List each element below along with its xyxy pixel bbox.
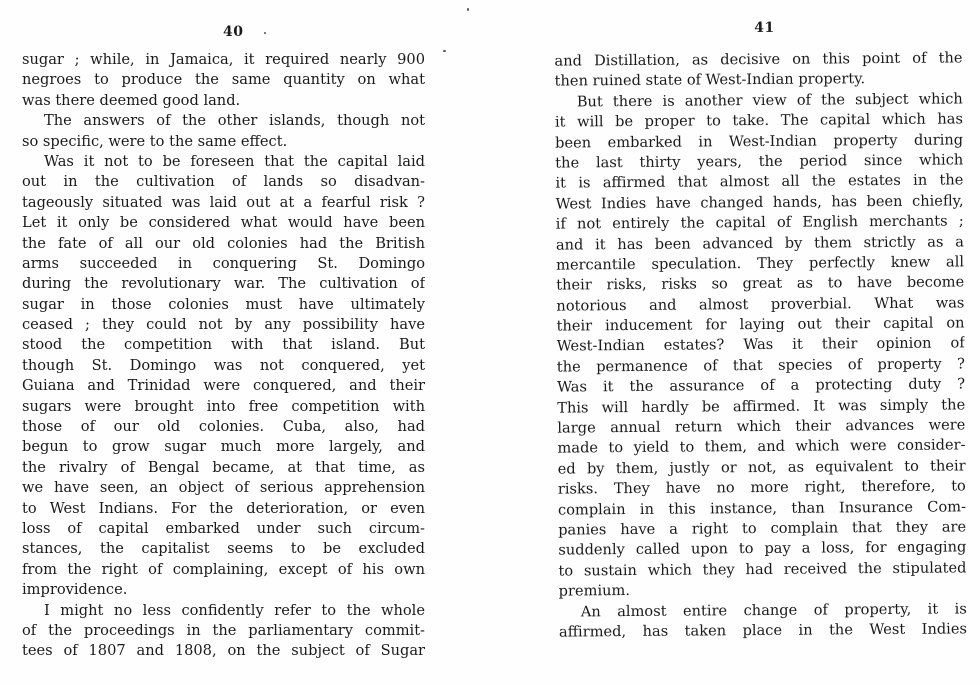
text-line: I might no less confidently refer to the whole [44, 601, 425, 619]
left-page-number: 40 [223, 24, 244, 40]
text-line: made to yield to them, and which were consider- [557, 436, 966, 458]
left-page [22, 0, 425, 684]
text-line: tees of 1807 and 1808, on the subject of Sugar [22, 642, 425, 660]
text-line: Guiana and Trinidad were conquered, and their [22, 377, 425, 395]
ink-speck [467, 8, 469, 11]
text-line: notorious and almost proverbial. What was [556, 294, 965, 315]
text-line: sugar ; while, in Jamaica, it required nearly 900 [22, 51, 425, 68]
text-line: the permanence of that species of property ? [556, 355, 965, 376]
text-line: mercantile speculation. They perfectly knew all [556, 253, 965, 274]
text-line: improvidence. [22, 581, 128, 599]
text-line: during the revolutionary war. The cultivation of [22, 275, 425, 293]
text-line: Was it not to be foreseen that the capital laid [44, 152, 425, 170]
text-line: ceased ; they could not by any possibility have [22, 316, 425, 334]
text-line: loss of capital embarked under such circum- [22, 519, 425, 537]
text-line: then ruined state of West-Indian property. [554, 70, 866, 90]
text-line: West-Indian estates? Was it their opinion of [556, 334, 965, 356]
right-page-number: 41 [754, 19, 775, 37]
text-line: large annual return which their advances were [557, 416, 966, 437]
text-line: tageously situated was laid out at a fearful risk ? [22, 193, 425, 211]
text-line: arms succeeded in conquering St. Domingo [22, 254, 425, 272]
text-line: it is affirmed that almost all the estates in the [555, 171, 964, 192]
text-line: and it has been advanced by them strictly as a [555, 232, 964, 254]
text-line: of the proceedings in the parliamentary commit- [22, 621, 425, 639]
text-line: But there is another view of the subject which [576, 90, 963, 111]
text-line: was there deemed good land. [22, 91, 241, 109]
right-page [554, 0, 967, 686]
text-line: Was it the assurance of a protecting duty ? [556, 375, 966, 396]
text-line: sugar in those colonies must have ultimately [22, 295, 425, 313]
text-line: stances, the capitalist seems to be excluded [22, 540, 425, 558]
text-line: we have seen, an object of serious apprehension [22, 479, 425, 497]
text-line: to West Indians. For the deterioration, or even [22, 499, 425, 517]
left-page-text [22, 50, 425, 662]
text-line: their risks, risks so great as to have become [556, 273, 965, 294]
ink-speck [264, 32, 266, 34]
text-line: sugars were brought into free competition with [22, 397, 425, 415]
text-line: risks. They have no more right, therefore, to [557, 477, 966, 498]
text-line: the fate of all our old colonies had the British [22, 234, 425, 252]
text-line: the last thirty years, the period since which [555, 151, 964, 172]
text-line: their inducement for laying out their capital on [556, 314, 965, 335]
text-line: the rivalry of Bengal became, at that time, as [22, 458, 425, 476]
text-line: though St. Domingo was not conquered, yet [22, 356, 425, 374]
text-line: An almost entire change of property, it is [580, 599, 967, 620]
text-line: This will hardly be affirmed. It was simply the [557, 396, 966, 417]
text-line: premium. [558, 582, 631, 600]
text-line: been embarked in West-Indian property during [555, 130, 964, 152]
text-line: those of our old colonies. Cuba, also, had [22, 418, 425, 436]
text-line: negroes to produce the same quantity on what [22, 71, 425, 89]
text-line: complain in this instance, than Insurance Com- [557, 497, 967, 519]
text-line: it will be proper to take. The capital which has [554, 110, 964, 131]
right-page-text [554, 48, 967, 643]
text-line: West Indies have changed hands, has been chiefly, [555, 192, 964, 213]
text-line: and Distillation, as decisive on this point of the [554, 49, 963, 70]
text-line: to sustain which they had received the stipulated [558, 559, 967, 580]
text-line: if not entirely the capital of English merchants ; [555, 212, 964, 233]
text-line: Let it only be considered what would have been [22, 214, 425, 232]
text-line: panies have a right to complain that they are [558, 518, 967, 539]
text-line: from the right of complaining, except of his own [22, 560, 425, 578]
text-line: affirmed, has taken place in the West Indies [558, 620, 968, 641]
text-line: ed by them, justly or not, as equivalent to their [557, 457, 966, 478]
text-line: begun to grow sugar much more largely, and [22, 438, 425, 456]
text-line: stood the competition with that island. But [22, 336, 425, 354]
text-line: out in the cultivation of lands so disadvan- [22, 173, 425, 191]
text-line: suddenly called upon to pay a loss, for engaging [558, 538, 967, 559]
text-line: The answers of the other islands, though not [44, 112, 425, 130]
ink-speck [443, 50, 446, 52]
text-line: so specific, were to the same effect. [22, 132, 288, 150]
